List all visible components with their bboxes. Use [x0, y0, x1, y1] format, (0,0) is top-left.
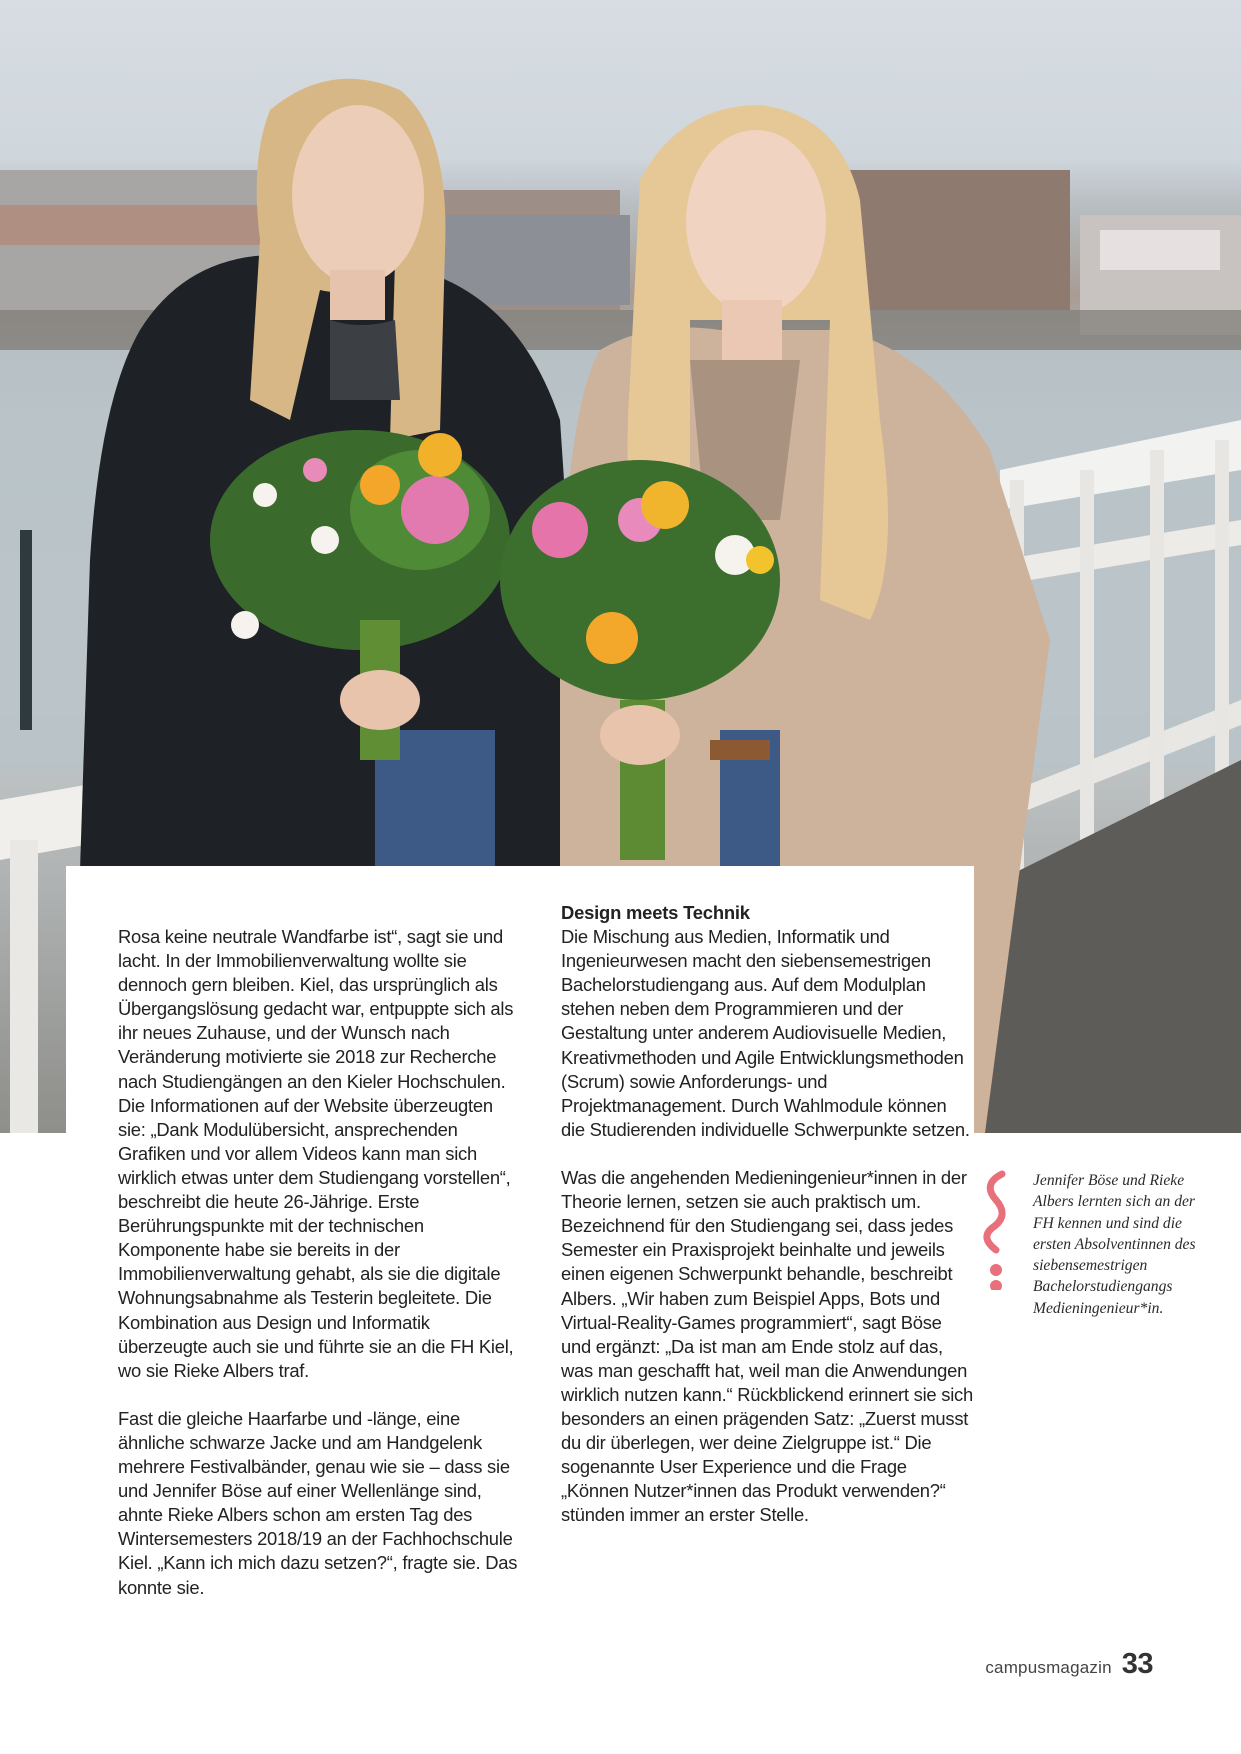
- page-footer: [985, 1648, 1153, 1681]
- section-heading: Design meets Technik: [561, 902, 750, 923]
- photo-caption: Jennifer Böse und Rieke Albers lernten sich an der FH kennen und sind die ersten Absolventinnen des siebensemestrigen Bachelorstudiengangs Medieningenieur*in.: [1033, 1172, 1196, 1317]
- paragraph: Was die angehenden Medieningenieur*innen in der Theorie lernen, setzen sie auch praktisch um. Bezeichnend für den Studiengang sei, dass jedes Semester ein Praxisprojekt beinhalte und jeweils einen eigenen Schwerpunkt behandle, beschreibt Albers. „Wir haben zum Beispiel Apps, Bots und Virtual-Reality-Games programmiert“, sagt Böse und ergänzt: „Da ist man am Ende stolz auf das, was man geschafft hat, weil man die Anwendungen wirklich nutzen kann.“ Rückblickend erinnert sie sich besonders an einen prägenden Satz: „Zuerst musst du dir überlegen, wer deine Zielgruppe ist.“ Die sogenannte User Experience und die Frage „Können Nutzer*innen das Produkt verwenden?“ stünden immer an erster Stelle.: [561, 1167, 973, 1526]
- magazine-name: campusmagazin: [985, 1658, 1112, 1677]
- paragraph: Fast die gleiche Haarfarbe und -länge, eine ähnliche schwarze Jacke und am Handgelenk mehrere Festivalbänder, genau wie sie – dass sie und Jennifer Böse auf einer Wellenlänge sind, ahnte Rieke Albers schon am ersten Tag des Wintersemesters 2018/19 an der Fachhochschule Kiel. „Kann ich mich dazu setzen?“, fragte sie. Das konnte sie.: [118, 1407, 518, 1598]
- paragraph: Die Mischung aus Medien, Informatik und Ingenieurwesen macht den siebensemestrigen Bachelorstudiengang aus. Auf dem Modulplan stehen neben dem Programmieren und der Gestaltung unter anderem Audiovisuelle Medien, Kreativmethoden und Agile Entwicklungsmethoden (Scrum) sowie Anforderungs- und Projektmanagement. Durch Wahlmodule können die Studierenden individuelle Schwerpunkte setzen.: [561, 926, 970, 1140]
- article-right-column: [561, 901, 973, 1552]
- squiggle-dots-icon: [976, 1170, 1016, 1290]
- page-number: 33: [1121, 1648, 1153, 1680]
- article-left-column: [118, 925, 518, 1624]
- paragraph: Rosa keine neutrale Wandfarbe ist“, sagt sie und lacht. In der Immobilienverwaltung wollte sie dennoch gern bleiben. Kiel, das ursprünglich als Übergangslösung gedacht war, entpuppte sich als ihr neues Zuhause, und der Wunsch nach Veränderung motivierte sie 2018 zur Recherche nach Studiengängen an den Kieler Hochschulen. Die Informationen auf der Website überzeugten sie: „Dank Modulübersicht, ansprechenden Grafiken und vor allem Videos kann man sich wirklich etwas unter dem Studiengang vorstellen“, beschreibt die heute 26-Jährige. Erste Berührungspunkte mit der technischen Komponente habe sie bereits in der Immobilienverwaltung gehabt, als sie die digitale Wohnungsabnahme als Testerin begleitete. Die Kombination aus Design und Informatik überzeugte auch sie und führte sie an die FH Kiel, wo sie Rieke Albers traf.: [118, 926, 514, 1381]
